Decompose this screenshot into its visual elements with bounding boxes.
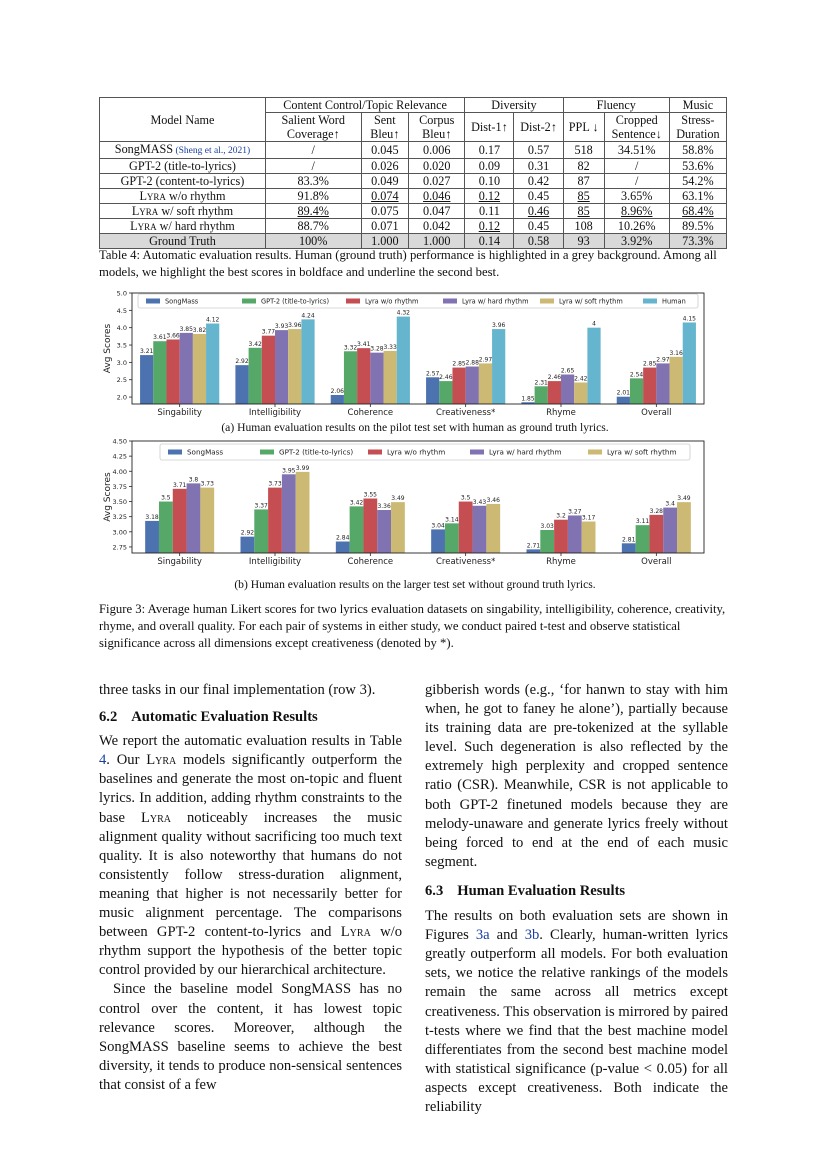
section-6-2-number: 6.2 [99, 709, 118, 726]
bar-value-label: 3.16 [669, 349, 683, 357]
bar-value-label: 2.84 [336, 534, 350, 542]
bar [331, 395, 344, 404]
bar [145, 521, 159, 553]
bar-value-label: 2.88 [465, 359, 479, 367]
x-tick-label: Coherence [347, 557, 394, 567]
chart-a-caption: (a) Human evaluation results on the pilot test set with human as ground truth lyrics. [221, 421, 609, 434]
legend-swatch [470, 450, 484, 455]
section-6-2-heading [99, 708, 402, 727]
bar [344, 351, 357, 404]
legend-swatch [540, 299, 554, 304]
table-cell: 100% [265, 234, 361, 249]
bar [452, 368, 465, 404]
legend-swatch [443, 299, 457, 304]
bar-value-label: 3.04 [431, 522, 445, 530]
x-tick-label: Intelligibility [248, 408, 302, 418]
table-cell-model: Lyra w/ soft rhythm [100, 204, 266, 219]
bar [670, 357, 683, 404]
bar-value-label: 3.28 [649, 507, 664, 515]
bar [479, 363, 492, 404]
table-cell: 88.7% [265, 219, 361, 234]
table-cell: 0.17 [465, 142, 514, 159]
table-row [100, 189, 727, 204]
x-tick-label: Singability [157, 408, 202, 418]
bar-value-label: 2.71 [526, 542, 541, 550]
header-sent-bleu: Sent Bleu↑ [361, 113, 409, 142]
bar-value-label: 3.27 [568, 508, 582, 516]
bar [370, 353, 383, 404]
header-salient: Salient Word Coverage↑ [265, 113, 361, 142]
bar-value-label: 3.8 [188, 476, 199, 484]
bar-value-label: 3.4 [665, 500, 675, 508]
x-tick-label: Rhyme [546, 557, 576, 567]
table-cell: 1.000 [409, 234, 465, 249]
bar [249, 348, 262, 404]
chart-a [98, 286, 708, 418]
bar-value-label: 4 [592, 320, 596, 328]
table-cell: 0.046 [409, 189, 465, 204]
header-model-name: Model Name [100, 98, 266, 142]
table-cell: / [265, 142, 361, 159]
bar-value-label: 3.42 [248, 340, 262, 348]
table-cell: 63.1% [669, 189, 726, 204]
table-cell: 89.4% [265, 204, 361, 219]
bar-value-label: 4.12 [205, 316, 220, 324]
bar-value-label: 3.73 [268, 480, 282, 488]
y-tick-label: 4.0 [116, 324, 127, 333]
table-cell: 0.46 [514, 204, 563, 219]
table-row [100, 159, 727, 174]
legend-label: SongMass [165, 297, 199, 306]
bar-value-label: 2.06 [330, 387, 345, 395]
y-tick-label: 3.25 [112, 513, 127, 522]
table-cell: 0.020 [409, 159, 465, 174]
y-tick-label: 3.0 [116, 358, 127, 367]
table-cell: 89.5% [669, 219, 726, 234]
bar [187, 483, 201, 553]
bar [473, 506, 487, 553]
legend-label: GPT-2 (title-to-lyrics) [261, 297, 330, 306]
table-cell: 0.09 [465, 159, 514, 174]
y-tick-label: 2.5 [116, 376, 127, 385]
bar [466, 367, 479, 404]
bar-value-label: 2.46 [439, 374, 453, 382]
table-cell: / [265, 159, 361, 174]
bar-value-label: 3.5 [460, 494, 471, 502]
bar-value-label: 3.95 [282, 467, 296, 475]
table-cell: 83.3% [265, 174, 361, 189]
section-6-3-heading [425, 882, 728, 901]
bar [397, 317, 410, 404]
bar-value-label: 2.31 [534, 379, 548, 387]
table-cell: 0.045 [361, 142, 409, 159]
bar [617, 397, 630, 404]
table-cell-model: SongMASS (Sheng et al., 2021) [100, 142, 266, 159]
bar [582, 522, 596, 553]
table-cell: 53.6% [669, 159, 726, 174]
table-row [100, 142, 727, 159]
y-tick-label: 4.25 [112, 452, 127, 461]
table-cell: 0.071 [361, 219, 409, 234]
figure-3a-link[interactable]: 3a [475, 927, 490, 944]
y-tick-label: 4.5 [116, 306, 127, 315]
bar [426, 377, 439, 404]
bar-value-label: 3.33 [383, 343, 397, 351]
section-6-2-title: Automatic Evaluation Results [131, 709, 318, 726]
bar [350, 506, 364, 553]
table-cell: 87 [563, 174, 604, 189]
section-6-3-number: 6.3 [425, 882, 444, 899]
table-cell-model: GPT-2 (content-to-lyrics) [100, 174, 266, 189]
table-cell: 0.58 [514, 234, 563, 249]
bar-value-label: 3.99 [295, 464, 310, 472]
bar [561, 375, 574, 404]
table-cell: 0.042 [409, 219, 465, 234]
table-row [100, 219, 727, 234]
table-cell: 0.12 [465, 219, 514, 234]
table-cell: 10.26% [604, 219, 669, 234]
bar-value-label: 3.32 [343, 344, 358, 352]
table-cell: 0.027 [409, 174, 465, 189]
table-row [100, 174, 727, 189]
y-tick-label: 3.00 [112, 528, 127, 537]
bar [193, 334, 206, 404]
bar-value-label: 2.92 [240, 529, 255, 537]
left-intro: three tasks in our final implementation (row 3). [99, 682, 376, 698]
chart-b-caption: (b) Human evaluation results on the larger test set without ground truth lyrics. [234, 578, 596, 591]
table-cell: 0.026 [361, 159, 409, 174]
table-cell: 108 [563, 219, 604, 234]
bar [200, 488, 214, 553]
legend-label: Human [662, 297, 686, 306]
bar [153, 341, 166, 404]
bar [180, 333, 193, 404]
bar-value-label: 3.96 [491, 322, 506, 330]
bar [206, 324, 219, 404]
header-stress-duration: Stress- Duration [669, 113, 726, 142]
bar-value-label: 3.71 [172, 481, 187, 489]
y-tick-label: 2.75 [112, 543, 127, 552]
bar [630, 378, 643, 404]
section-6-3-title: Human Evaluation Results [457, 882, 626, 899]
table-cell: 0.10 [465, 174, 514, 189]
results-table [99, 97, 727, 249]
legend-label: Lyra w/ hard rhythm [489, 447, 562, 457]
bar-value-label: 3.14 [445, 516, 459, 524]
table-cell: 93 [563, 234, 604, 249]
table-cell-model: GPT-2 (title-to-lyrics) [100, 159, 266, 174]
table-cell: 0.31 [514, 159, 563, 174]
bar [636, 525, 650, 553]
bar-value-label: 3.49 [391, 495, 405, 503]
bar-value-label: 3.5 [161, 494, 171, 502]
bar-value-label: 2.54 [629, 371, 644, 379]
header-content-group: Content Control/Topic Relevance [265, 98, 464, 113]
table-cell: / [604, 174, 669, 189]
bar-value-label: 3.21 [139, 348, 154, 356]
bar-value-label: 2.85 [452, 360, 466, 368]
bar-value-label: 2.92 [235, 358, 249, 366]
bar-value-label: 2.57 [425, 370, 440, 378]
table-cell: 68.4% [669, 204, 726, 219]
table-row [100, 204, 727, 219]
table-cell: 1.000 [361, 234, 409, 249]
legend-swatch [588, 450, 602, 455]
legend-label: SongMass [187, 447, 224, 457]
bar [431, 529, 445, 553]
bar [282, 474, 296, 553]
chart-b [98, 435, 708, 570]
legend-swatch [643, 299, 657, 304]
bar [587, 328, 600, 404]
table-cell-model: Lyra w/o rhythm [100, 189, 266, 204]
table-cell: 0.14 [465, 234, 514, 249]
bar [439, 381, 452, 404]
bar [683, 322, 696, 404]
bar [643, 368, 656, 404]
bar [336, 541, 350, 553]
legend-swatch [260, 450, 274, 455]
table-body [100, 142, 727, 249]
chart-a-svg [98, 286, 708, 418]
bar-value-label: 3.55 [363, 491, 378, 499]
bar [296, 472, 310, 553]
header-dist2: Dist-2↑ [514, 113, 563, 142]
table-cell: 0.006 [409, 142, 465, 159]
bar [568, 515, 582, 553]
y-axis-label: Avg Scores [103, 472, 113, 522]
x-tick-label: Creativeness* [435, 408, 496, 418]
bar-value-label: 3.73 [200, 480, 214, 488]
bar [677, 502, 691, 553]
bar-value-label: 3.66 [166, 332, 180, 340]
bar-value-label: 3.61 [153, 334, 167, 342]
bar-value-label: 3.41 [357, 341, 371, 349]
left-column [99, 681, 402, 1095]
y-tick-label: 3.75 [112, 482, 127, 491]
legend-label: Lyra w/o rhythm [387, 447, 446, 457]
right-paragraph-2: The results on both evaluation sets are shown in Figures 3a and 3b. Clearly, human-written lyrics greatly outperform all models. For both evaluation sets, we notice the relative rankings of the models remain the same across all metrics except creativeness. This observation is mirrored by paired t-tests where we find that the best machine model differentiates from the second best machine model with statistical significance (p-value < 0.05) for all aspects except creativeness. Both indicate the reliability [425, 908, 728, 1115]
table-cell: 0.049 [361, 174, 409, 189]
table-cell: 0.45 [514, 189, 563, 204]
bar-value-label: 3.36 [377, 503, 391, 511]
legend-swatch [368, 450, 382, 455]
bar [486, 504, 500, 553]
bar [574, 382, 587, 404]
table-cell: 3.92% [604, 234, 669, 249]
table-cell: 0.11 [465, 204, 514, 219]
bar-value-label: 2.97 [656, 356, 670, 364]
table-cell: 3.65% [604, 189, 669, 204]
bar [254, 509, 268, 553]
bar-value-label: 3.46 [486, 496, 500, 504]
header-music-group: Music [669, 98, 726, 113]
header-ppl: PPL ↓ [563, 113, 604, 142]
header-cropped: Cropped Sentence↓ [604, 113, 669, 142]
bar-value-label: 3.42 [349, 499, 364, 507]
bar-value-label: 3.85 [179, 325, 193, 333]
legend-label: Lyra w/o rhythm [365, 297, 419, 306]
bar-value-label: 3.17 [581, 514, 596, 522]
table-cell: 58.8% [669, 142, 726, 159]
x-tick-label: Rhyme [546, 408, 576, 418]
bar-value-label: 3.49 [677, 495, 691, 503]
bar-value-label: 3.03 [540, 522, 554, 530]
bar [377, 510, 391, 553]
bar [268, 488, 282, 553]
legend-label: Lyra w/ soft rhythm [607, 447, 677, 457]
bar [173, 489, 187, 553]
x-tick-label: Intelligibility [248, 557, 302, 567]
y-tick-label: 3.5 [116, 341, 127, 350]
table-cell: 518 [563, 142, 604, 159]
table-cell: 54.2% [669, 174, 726, 189]
x-tick-label: Overall [641, 408, 672, 418]
bar [535, 386, 548, 404]
right-paragraph-1: gibberish words (e.g., ‘for hanwn to stay with him when, he got to faney he alone’), partially because its training data are pre-tokenized at the syllable level. Such degeneration is also reflected by the extremely high perplexity and cropped sentence ratio (CSR). Meanwhile, CSR is not applicable to both GPT-2 finetuned models because they are melody-unaware and generate lyrics freely without being forced to end at the end of each music segment. [425, 682, 728, 870]
table-cell: 82 [563, 159, 604, 174]
bar-value-label: 3.18 [145, 513, 159, 521]
bar [140, 355, 153, 404]
bar [459, 502, 473, 553]
legend-label: Lyra w/ soft rhythm [559, 297, 623, 306]
bar [357, 348, 370, 404]
y-tick-label: 5.0 [116, 289, 127, 298]
bar-value-label: 2.42 [574, 375, 588, 383]
bar-value-label: 3.82 [192, 326, 207, 334]
bar-value-label: 1.85 [521, 395, 535, 403]
table-cell: 0.45 [514, 219, 563, 234]
bar [656, 363, 669, 404]
bar [159, 502, 173, 553]
bar-value-label: 4.24 [301, 312, 315, 320]
right-column [425, 681, 728, 1117]
figure-caption: Figure 3: Average human Likert scores for two lyrics evaluation datasets on singability, intelligibility, coherence, creativity, rhyme, and overall quality. For each pair of systems in either study, we conduct paired t-test and observe statistical significance across all dimensions except creativeness (denoted by *). [99, 602, 726, 650]
bar-value-label: 2.46 [547, 374, 562, 382]
bar-value-label: 3.37 [254, 502, 268, 510]
table-cell-model: Ground Truth [100, 234, 266, 249]
table-caption: Table 4: Automatic evaluation results. Human (ground truth) performance is highlighted in a grey background. Among all models, we highlight the best scores in boldface and underline the second best. [99, 248, 717, 279]
bar-value-label: 3.43 [472, 498, 487, 506]
bar [492, 329, 505, 404]
bar [548, 381, 561, 404]
table-cell: 0.047 [409, 204, 465, 219]
bar [527, 549, 541, 553]
bar [540, 530, 554, 553]
legend-swatch [168, 450, 182, 455]
legend-label: GPT-2 (title-to-lyrics) [279, 447, 354, 457]
table-cell: 8.96% [604, 204, 669, 219]
bar-value-label: 2.01 [616, 389, 631, 397]
bar-value-label: 4.32 [396, 309, 411, 317]
table-cell-model: Lyra w/ hard rhythm [100, 219, 266, 234]
bar-value-label: 3.11 [635, 518, 650, 526]
header-corpus-bleu: Corpus Bleu↑ [409, 113, 465, 142]
table-4-link[interactable]: 4 [99, 752, 107, 769]
bar [363, 499, 377, 553]
bar [663, 508, 677, 553]
figure-3b-link[interactable]: 3b [524, 927, 540, 944]
bar-value-label: 2.85 [643, 360, 657, 368]
y-tick-label: 2.0 [116, 393, 127, 402]
x-tick-label: Singability [157, 557, 202, 567]
y-tick-label: 4.00 [112, 467, 127, 476]
bar [649, 515, 663, 553]
table-cell: / [604, 159, 669, 174]
bar [445, 523, 459, 553]
legend-label: Lyra w/ hard rhythm [462, 297, 529, 306]
bar [166, 339, 179, 404]
bar-value-label: 2.65 [560, 367, 575, 375]
left-paragraph-1: We report the automatic evaluation results in Table 4. Our Lyra models significantly outperform the baselines and generate the most on-topic and fluent lyrics. In addition, adding rhythm constraints to the base Lyra noticeably increases the music alignment quality without sacrificing too much text quality. It is also noteworthy that humans do not consistently follow stress-duration alignment, meaning that higher is not necessarily better for music alignment percentage. The comparisons between GPT-2 content-to-lyrics and Lyra w/o rhythm support the hypothesis of the better topic control provided by our hierarchical architecture. [99, 733, 402, 979]
table-cell: 91.8% [265, 189, 361, 204]
bar-value-label: 3.93 [274, 323, 289, 331]
chart-b-svg [98, 435, 708, 570]
table-cell: 73.3% [669, 234, 726, 249]
bar-value-label: 3.28 [370, 345, 384, 353]
bar [384, 351, 397, 404]
table-cell: 85 [563, 189, 604, 204]
table-cell: 0.075 [361, 204, 409, 219]
bar [391, 502, 405, 553]
table-cell: 85 [563, 204, 604, 219]
table-cell: 0.12 [465, 189, 514, 204]
bar [275, 330, 288, 404]
table-cell: 0.57 [514, 142, 563, 159]
bar [235, 365, 248, 404]
table-cell: 0.42 [514, 174, 563, 189]
table-cell: 0.074 [361, 189, 409, 204]
table-cell: 34.51% [604, 142, 669, 159]
y-tick-label: 4.50 [112, 437, 127, 446]
bar-value-label: 3.77 [261, 328, 276, 336]
bar-value-label: 2.81 [622, 536, 636, 544]
bar-value-label: 2.97 [478, 356, 493, 364]
bar-value-label: 4.15 [682, 315, 697, 323]
bar [241, 537, 255, 553]
x-tick-label: Creativeness* [435, 557, 496, 567]
y-tick-label: 3.50 [112, 498, 127, 507]
bar-value-label: 3.96 [288, 322, 302, 330]
x-tick-label: Coherence [347, 408, 394, 418]
y-axis-label: Avg Scores [103, 323, 113, 374]
left-paragraph-2: Since the baseline model SongMASS has no control over the content, it has lowest topic relevance scores. Moreover, although the SongMASS baseline seems to achieve the best diversity, it tends to produce non-sensical sentences that consist of a few [99, 981, 402, 1093]
header-diversity-group: Diversity [465, 98, 563, 113]
legend-swatch [346, 299, 360, 304]
bar [301, 319, 314, 404]
legend-swatch [146, 299, 160, 304]
bar [622, 543, 636, 553]
legend-swatch [242, 299, 256, 304]
bar [288, 329, 301, 404]
header-fluency-group: Fluency [563, 98, 669, 113]
header-dist1: Dist-1↑ [465, 113, 514, 142]
bar-value-label: 3.2 [556, 512, 566, 520]
bar [554, 520, 568, 553]
x-tick-label: Overall [641, 557, 672, 567]
bar [262, 336, 275, 404]
